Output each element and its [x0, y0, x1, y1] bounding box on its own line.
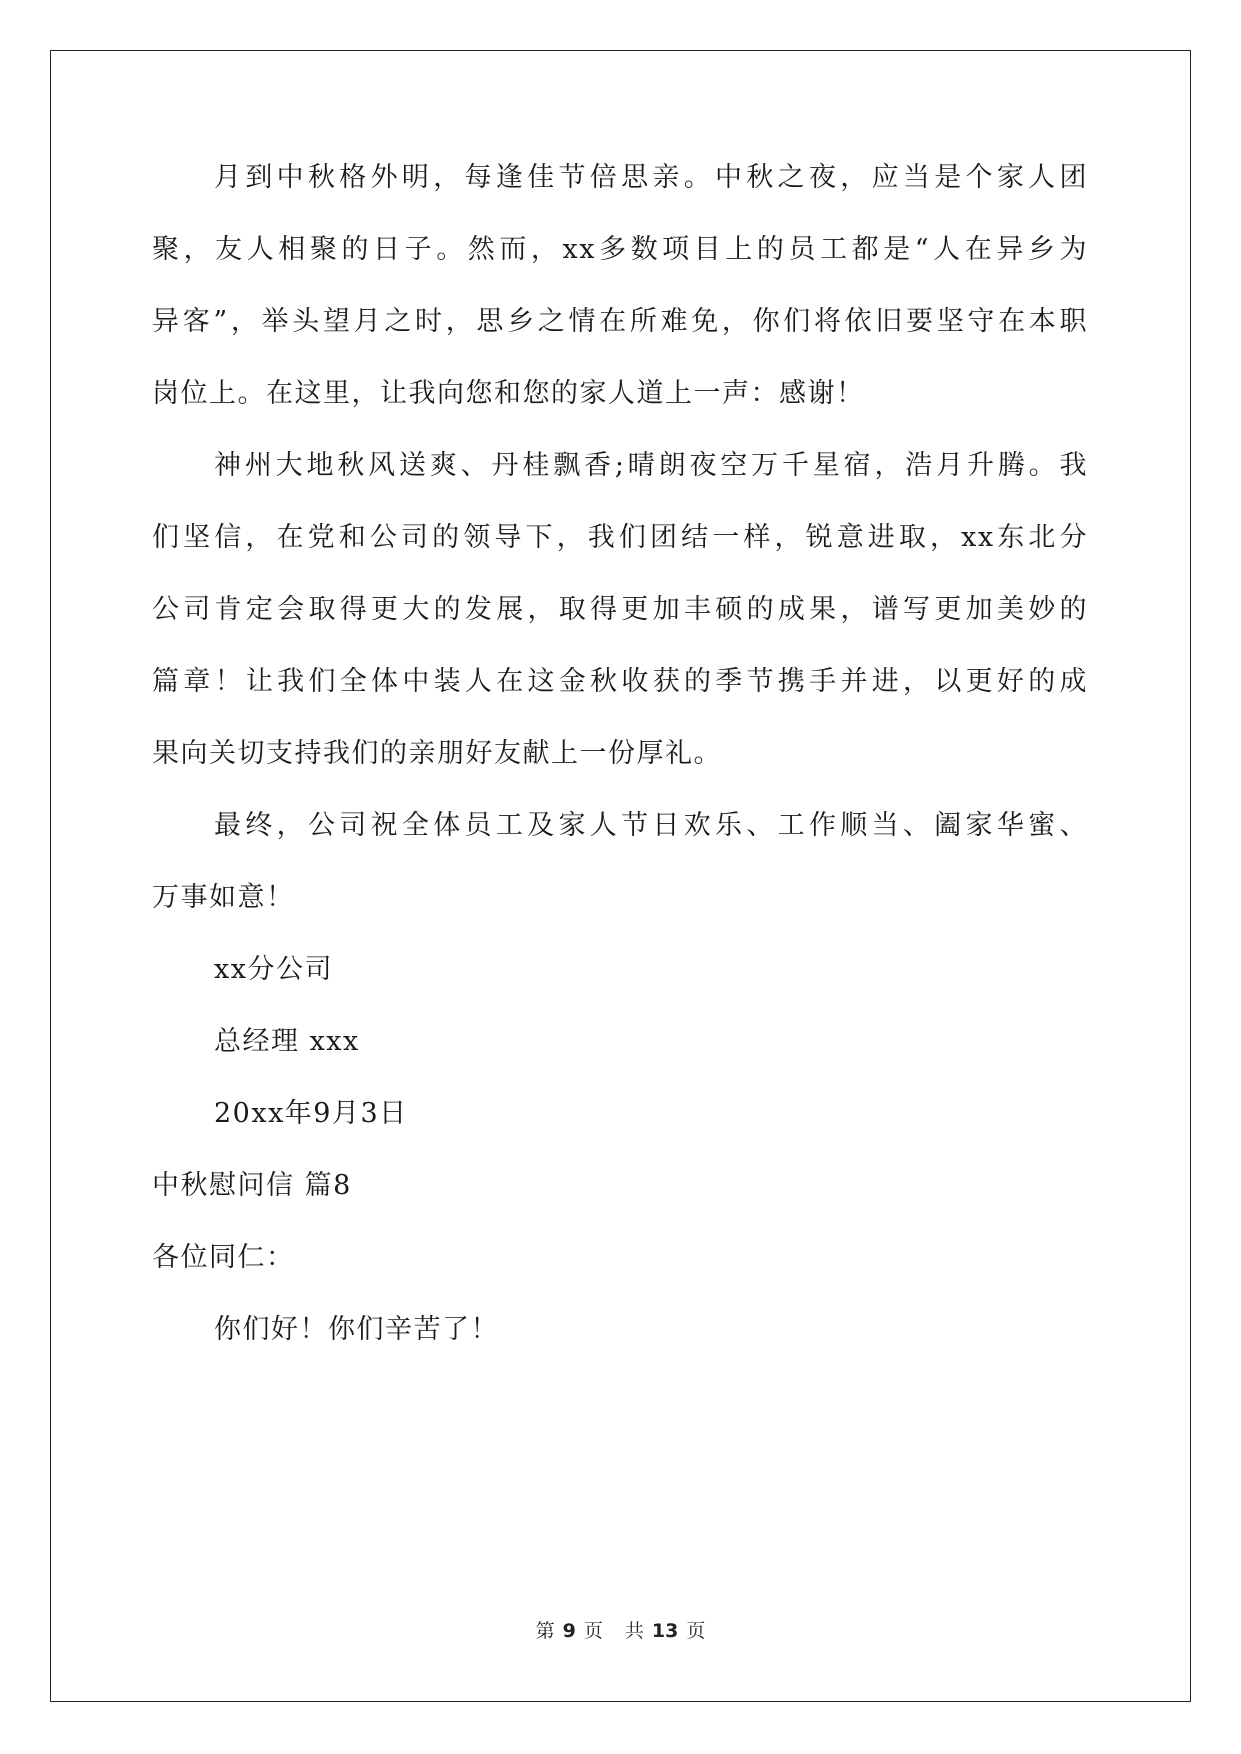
total-indicator	[621, 1620, 709, 1642]
signature-date: 20xx年9月3日	[214, 1098, 408, 1129]
footer-prefix: 第	[535, 1620, 555, 1642]
paragraph-line: 篇章！让我们全体中装人在这金秋收获的季节携手并进，以更好的成	[152, 666, 1088, 697]
footer-total-prefix: 共	[624, 1620, 644, 1642]
paragraph-line: 异客”，举头望月之时，思乡之情在所难免，你们将依旧要坚守在本职	[152, 306, 1088, 337]
paragraph-line: 最终，公司祝全体员工及家人节日欢乐、工作顺当、阖家华蜜、	[214, 810, 1088, 841]
paragraph-line: 果向关切支持我们的亲朋好友献上一份厚礼。	[152, 738, 722, 769]
paragraph-line: 公司肯定会取得更大的发展，取得更加丰硕的成果，谱写更加美妙的	[152, 594, 1088, 625]
paragraph-line: 聚，友人相聚的日子。然而，xx多数项目上的员工都是“人在异乡为	[152, 234, 1088, 265]
paragraph-line: 们坚信，在党和公司的领导下，我们团结一样，锐意进取，xx东北分	[152, 522, 1088, 553]
page-indicator	[532, 1620, 607, 1642]
paragraph-line: 神州大地秋风送爽、丹桂飘香;晴朗夜空万千星宿，浩月升腾。我	[214, 450, 1088, 481]
signature-manager: 总经理 xxx	[214, 1026, 360, 1057]
paragraph-line: 万事如意！	[152, 882, 295, 913]
current-page-number: 9	[562, 1620, 576, 1642]
page-border	[50, 50, 1191, 1702]
signature-company: xx分公司	[214, 954, 333, 985]
total-page-number: 13	[651, 1620, 679, 1642]
footer-total-suffix: 页	[686, 1620, 706, 1642]
footer-page-suffix: 页	[583, 1620, 603, 1642]
section-title: 中秋慰问信 篇8	[152, 1170, 352, 1201]
page-footer	[0, 1616, 1241, 1643]
paragraph-line: 月到中秋格外明，每逢佳节倍思亲。中秋之夜，应当是个家人团	[214, 162, 1088, 193]
paragraph-line: 岗位上。在这里，让我向您和您的家人道上一声：感谢！	[152, 378, 865, 409]
greeting: 你们好！你们辛苦了！	[214, 1314, 499, 1345]
salutation: 各位同仁：	[152, 1242, 295, 1273]
